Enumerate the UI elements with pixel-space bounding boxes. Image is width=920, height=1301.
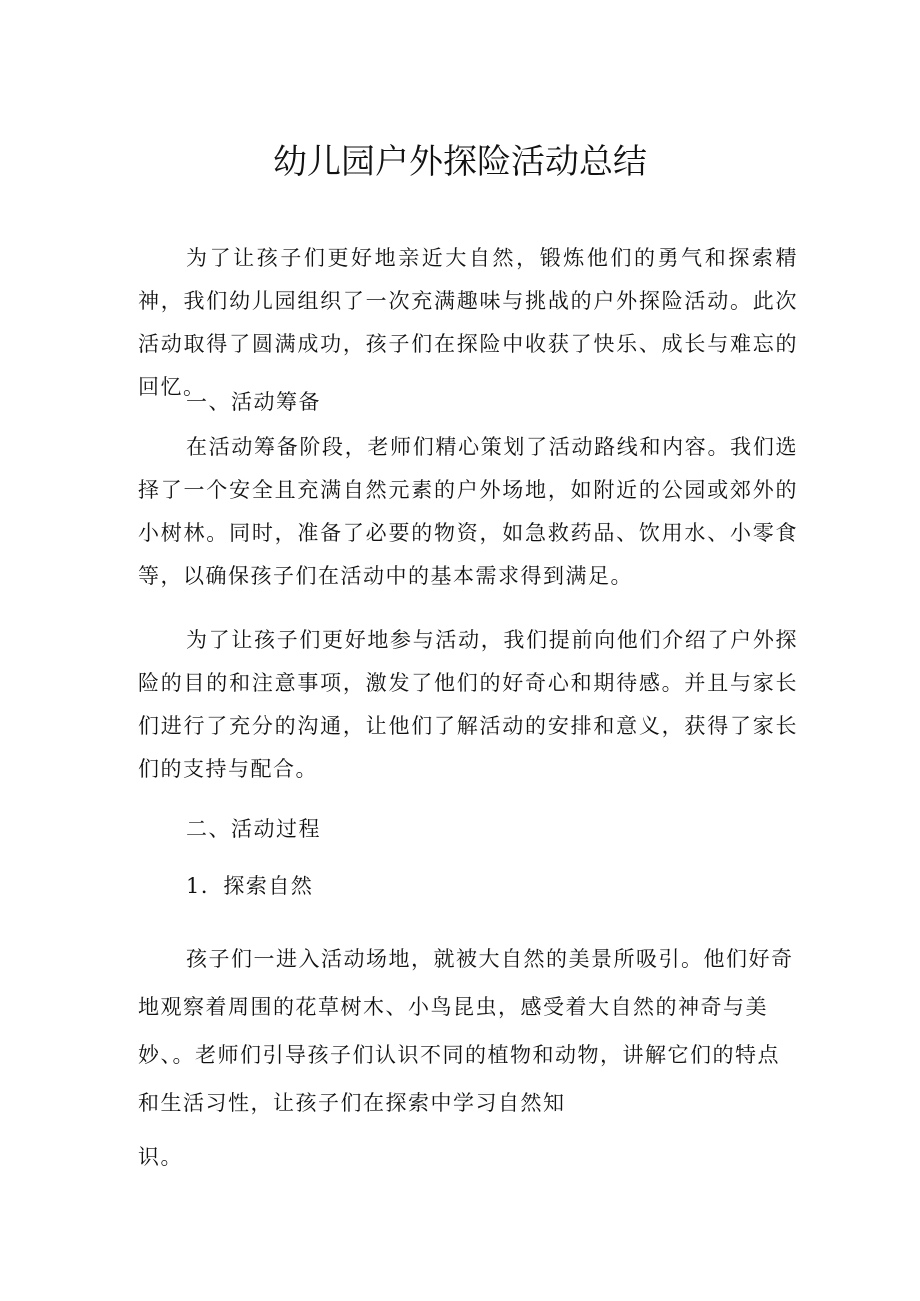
document-title: 幼儿园户外探险活动总结	[273, 142, 647, 182]
section2-paragraph-1-tail: 识。	[138, 1145, 183, 1169]
section2-subheading-1: 1．探索自然	[186, 874, 314, 898]
intro-paragraph: 为了让孩子们更好地亲近大自然，锻炼他们的勇气和探索精神，我们幼儿园组织了一次充满趣味与挑战的户外探险活动。此次活动取得了圆满成功，孩子们在探险中收获了快乐、成长与难忘的回忆。	[138, 246, 798, 399]
section2-paragraph-1: 孩子们一进入活动场地，就被大自然的美景所吸引。他们好奇地观察着周围的花草树木、小鸟昆虫，感受着大自然的神奇与美妙、。老师们引导孩子们认识不同的植物和动物，讲解它们的特点和生活习性，让孩子们在探索中学习自然知	[138, 947, 794, 1115]
section1-paragraph-2: 为了让孩子们更好地参与活动，我们提前向他们介绍了户外探险的目的和注意事项，激发了他们的好奇心和期待感。并且与家长们进行了充分的沟通，让他们了解活动的安排和意义，获得了家长们的支持与配合。	[138, 628, 798, 781]
section2-heading: 二、活动过程	[186, 817, 321, 841]
section1-paragraph-1: 在活动筹备阶段，老师们精心策划了活动路线和内容。我们选择了一个安全且充满自然元素的户外场地，如附近的公园或郊外的小树林。同时，准备了必要的物资，如急救药品、饮用水、小零食等，以确保孩子们在活动中的基本需求得到满足。	[138, 435, 798, 588]
section1-heading: 一、活动筹备	[186, 390, 321, 414]
